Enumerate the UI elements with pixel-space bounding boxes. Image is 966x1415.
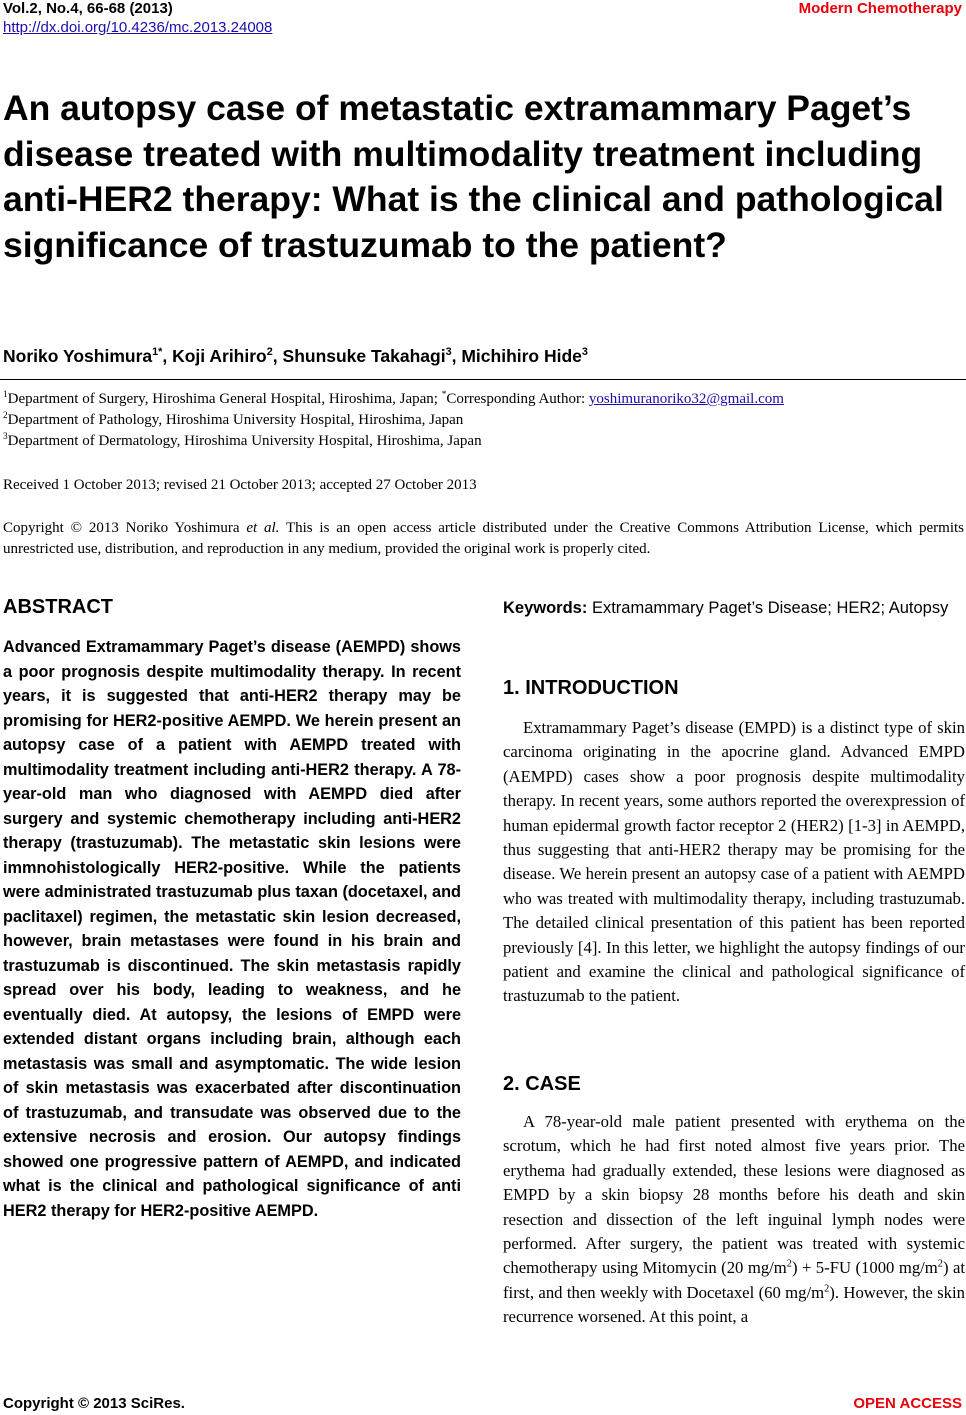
author-sup: 2	[266, 346, 273, 359]
author-name: Koji Arihiro	[172, 346, 267, 366]
doi-link[interactable]: http://dx.doi.org/10.4236/mc.2013.24008	[3, 19, 273, 36]
author-sup: 3	[581, 346, 588, 359]
footer-open-access: OPEN ACCESS	[853, 1395, 962, 1412]
intro-paragraph: Extramammary Paget’s disease (EMPD) is a distinct type of skin carcinoma originating in the apocrine gland. Advanced EMPD (AEMPD) cases show a poor prognosis despite multimodality therapy. In recent years, some authors reported the overexpression of human epidermal growth factor receptor 2 (HER2) [1-3] in AEMPD, thus suggesting that anti-HER2 therapy may be promising for the disease. We herein present an autopsy case of a patient with AEMPD who was treated with multimodality therapy, including trastuzumab. The detailed clinical presentation of this patient has been reported previously [4]. In this letter, we highlight the autopsy findings of our patient and examine the clinical and pathological significance of trastuzumab to the patient.	[503, 718, 965, 1006]
abstract-heading: ABSTRACT	[3, 596, 113, 618]
author-sup: 3	[445, 346, 452, 359]
received-dates: Received 1 October 2013; revised 21 October 2013; accepted 27 October 2013	[3, 477, 477, 493]
author-divider	[0, 379, 966, 380]
abstract-text: Advanced Extramammary Paget’s disease (AEMPD) shows a poor prognosis despite multimodality therapy. In recent years, it is suggested that anti-HER2 therapy may be promising for HER2-positive AEMPD. We herein present an autopsy case of a patient with AEMPD treated with multimodality treatment including anti-HER2 therapy. A 78-year-old man who diagnosed with AEMPD died after surgery and systemic chemotherapy including anti-HER2 therapy (trastuzumab). The metastatic skin lesions were immnohistologically HER2-positive. While the patients were administrated trastuzumab plus taxan (docetaxel, and paclitaxel) regimen, the metastatic skin lesion decreased, however, brain metastases were found in his brain and trastuzumab is discontinued. The skin metastasis rapidly spread over his body, leading to weakness, and he eventually died. At autopsy, the lesions of EMPD were extended distant organs including brain, although each metastasis was small and asymptomatic. The wide lesion of skin metastasis was exacerbated after discontinuation of trastuzumab, and transudate was observed due to the extensive necrosis and erosion. Our autopsy findings showed one progressive pattern of AEMPD, and indicated what is the clinical and pathological significance of anti HER2 therapy for HER2-positive AEMPD.	[3, 638, 461, 1220]
keywords	[503, 596, 965, 620]
article-title: An autopsy case of metastatic extramammary Paget’s disease treated with multimodality treatment including anti-HER2 therapy: What is the clinical and pathological significance of trastuzumab to the patient?	[3, 88, 944, 265]
footer-copyright: Copyright © 2013 SciRes.	[3, 1395, 185, 1412]
author-list: Noriko Yoshimura$^{1*}$, Koji Arihiro$^2$, Shunsuke Takahagi$^3$, Michihiro Hide$^3$	[3, 346, 588, 366]
keywords-label: Keywords:	[503, 599, 588, 617]
affiliation-2: $^2$Department of Pathology, Hiroshima University Hospital, Hiroshima, Japan	[3, 411, 464, 428]
affiliation-3: $^3$Department of Dermatology, Hiroshima University Hospital, Hiroshima, Japan	[3, 432, 482, 449]
intro-heading: 1. INTRODUCTION	[503, 677, 679, 699]
corresponding-email-link[interactable]: yoshimuranoriko32@gmail.com	[588, 391, 784, 407]
case-paragraph: A 78-year-old male patient presented with erythema on the scrotum, which he had first noted almost five years prior. The erythema had gradually extended, these lesions were diagnosed as EMPD by a skin biopsy 28 months before his death and skin resection and dissection of the left inguinal lymph nodes were performed. After surgery, the patient was treated with systemic chemotherapy using Mitomycin (20 $mg/m^2) + 5-FU$ (1000 $mg/m^2$) at first, and then weekly with Docetaxel (60 $mg/m^2$). However, the skin recurrence worsened. At this point, a	[503, 1112, 965, 1327]
author-name: Noriko Yoshimura	[3, 346, 153, 366]
author-name: Shunsuke Takahagi	[282, 346, 446, 366]
affiliation-1: $^1$Department of Surgery, Hiroshima General Hospital, Hiroshima, Japan; *Corresponding Author: yoshimuranoriko32@gmail.com	[3, 390, 784, 407]
journal-info: Vol.2, No.4, 66-68 (2013)	[3, 0, 173, 17]
case-heading: 2. CASE	[503, 1073, 581, 1095]
copyright-notice: Copyright © 2013 Noriko Yoshimura et al. This is an open access article distributed under the Creative Commons Attribution License, which permits unrestricted use, distribution, and reproduction in any medium, provided the original work is properly cited.	[3, 520, 965, 557]
journal-name: Modern Chemotherapy	[798, 0, 962, 17]
author-name: Michihiro Hide	[461, 346, 582, 366]
author-sup: 1*	[152, 346, 163, 359]
keywords-text: Extramammary Paget’s Disease; HER2; Autopsy	[587, 599, 949, 617]
